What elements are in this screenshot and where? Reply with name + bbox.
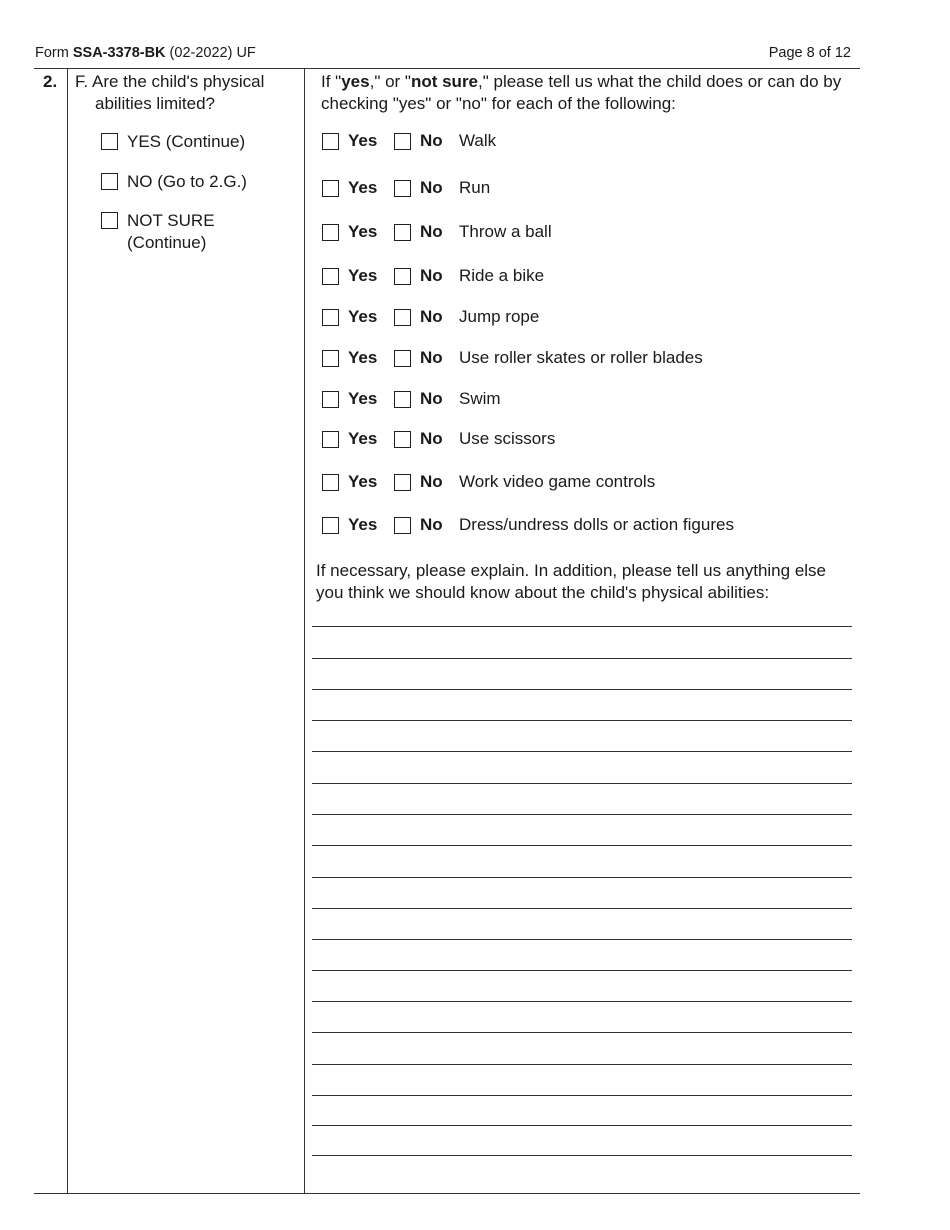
yes-checkbox[interactable] — [322, 391, 339, 408]
question-number: 2. — [43, 72, 58, 91]
form-id: SSA-3378-BK — [72, 45, 166, 61]
top-rule — [34, 68, 860, 69]
question-column-divider — [304, 68, 305, 1194]
no-checkbox[interactable] — [394, 350, 411, 367]
bottom-rule — [34, 1193, 860, 1194]
ability-row: Yes No Walk — [322, 130, 496, 152]
option-yes-label: YES (Continue) — [127, 132, 246, 151]
ability-row: Yes No Work video game controls — [322, 471, 655, 493]
writing-line[interactable] — [312, 783, 852, 784]
writing-line[interactable] — [312, 689, 852, 690]
form-prefix: Form — [35, 45, 73, 61]
form-identifier — [35, 45, 256, 61]
writing-line[interactable] — [312, 877, 852, 878]
writing-line[interactable] — [312, 814, 852, 815]
option-not-sure-label: NOT SURE (Continue) — [127, 211, 215, 252]
ability-label: Work video game controls — [459, 472, 656, 491]
ability-label: Use roller skates or roller blades — [459, 348, 703, 367]
no-checkbox[interactable] — [394, 133, 411, 150]
option-yes-checkbox[interactable] — [101, 133, 118, 150]
writing-line[interactable] — [312, 970, 852, 971]
yes-checkbox[interactable] — [322, 268, 339, 285]
number-column-divider — [67, 68, 68, 1194]
writing-line[interactable] — [312, 720, 852, 721]
no-checkbox[interactable] — [394, 224, 411, 241]
writing-line[interactable] — [312, 1064, 852, 1065]
explanation-prompt: If necessary, please explain. In addition, please tell us anything else you think we should know about the child's physical abilities: — [316, 561, 826, 602]
instructions-text: If "yes," or "not sure," please tell us what the child does or can do by checking "yes" or "no" for each of the following: — [321, 72, 842, 113]
writing-line[interactable] — [312, 626, 852, 627]
yes-checkbox[interactable] — [322, 350, 339, 367]
ability-row: Yes No Use roller skates or roller blades — [322, 347, 703, 369]
yes-checkbox[interactable] — [322, 224, 339, 241]
writing-line[interactable] — [312, 1032, 852, 1033]
ability-row: Yes No Run — [322, 177, 490, 199]
writing-line[interactable] — [312, 1095, 852, 1096]
ability-label: Dress/undress dolls or action figures — [459, 515, 734, 534]
writing-line[interactable] — [312, 1125, 852, 1126]
question-text — [75, 71, 300, 115]
ability-row: Yes No Throw a ball — [322, 221, 552, 243]
question-line-2: abilities limited? — [95, 94, 215, 113]
writing-line[interactable] — [312, 1001, 852, 1002]
writing-line[interactable] — [312, 658, 852, 659]
option-not-sure-checkbox[interactable] — [101, 212, 118, 229]
option-yes — [101, 131, 245, 153]
ability-label: Swim — [459, 389, 501, 408]
yes-checkbox[interactable] — [322, 517, 339, 534]
yes-checkbox[interactable] — [322, 133, 339, 150]
page-number: Page 8 of 12 — [768, 45, 851, 61]
ability-row: Yes No Use scissors — [322, 428, 555, 450]
ability-label: Throw a ball — [459, 222, 552, 241]
ability-label: Run — [459, 178, 491, 197]
ability-row: Yes No Ride a bike — [322, 265, 544, 287]
ability-label: Use scissors — [459, 429, 556, 448]
question-line-1: F. Are the child's physical — [75, 72, 265, 91]
ability-row: Yes No Dress/undress dolls or action figures — [322, 514, 734, 536]
yes-checkbox[interactable] — [322, 474, 339, 491]
writing-line[interactable] — [312, 1155, 852, 1156]
no-checkbox[interactable] — [394, 517, 411, 534]
writing-line[interactable] — [312, 845, 852, 846]
writing-line[interactable] — [312, 939, 852, 940]
ability-row: Yes No Swim — [322, 388, 501, 410]
no-checkbox[interactable] — [394, 180, 411, 197]
ability-row: Yes No Jump rope — [322, 306, 539, 328]
no-checkbox[interactable] — [394, 391, 411, 408]
form-suffix: (02-2022) UF — [165, 45, 256, 61]
no-checkbox[interactable] — [394, 474, 411, 491]
no-checkbox[interactable] — [394, 309, 411, 326]
writing-line[interactable] — [312, 908, 852, 909]
option-no-label: NO (Go to 2.G.) — [127, 172, 247, 191]
writing-line[interactable] — [312, 751, 852, 752]
ability-label: Ride a bike — [459, 266, 545, 285]
yes-checkbox[interactable] — [322, 180, 339, 197]
no-checkbox[interactable] — [394, 431, 411, 448]
option-no — [101, 171, 247, 193]
yes-checkbox[interactable] — [322, 431, 339, 448]
no-checkbox[interactable] — [394, 268, 411, 285]
ability-label: Jump rope — [459, 307, 540, 326]
ability-label: Walk — [459, 131, 497, 150]
option-not-sure — [101, 210, 215, 254]
option-no-checkbox[interactable] — [101, 173, 118, 190]
yes-checkbox[interactable] — [322, 309, 339, 326]
